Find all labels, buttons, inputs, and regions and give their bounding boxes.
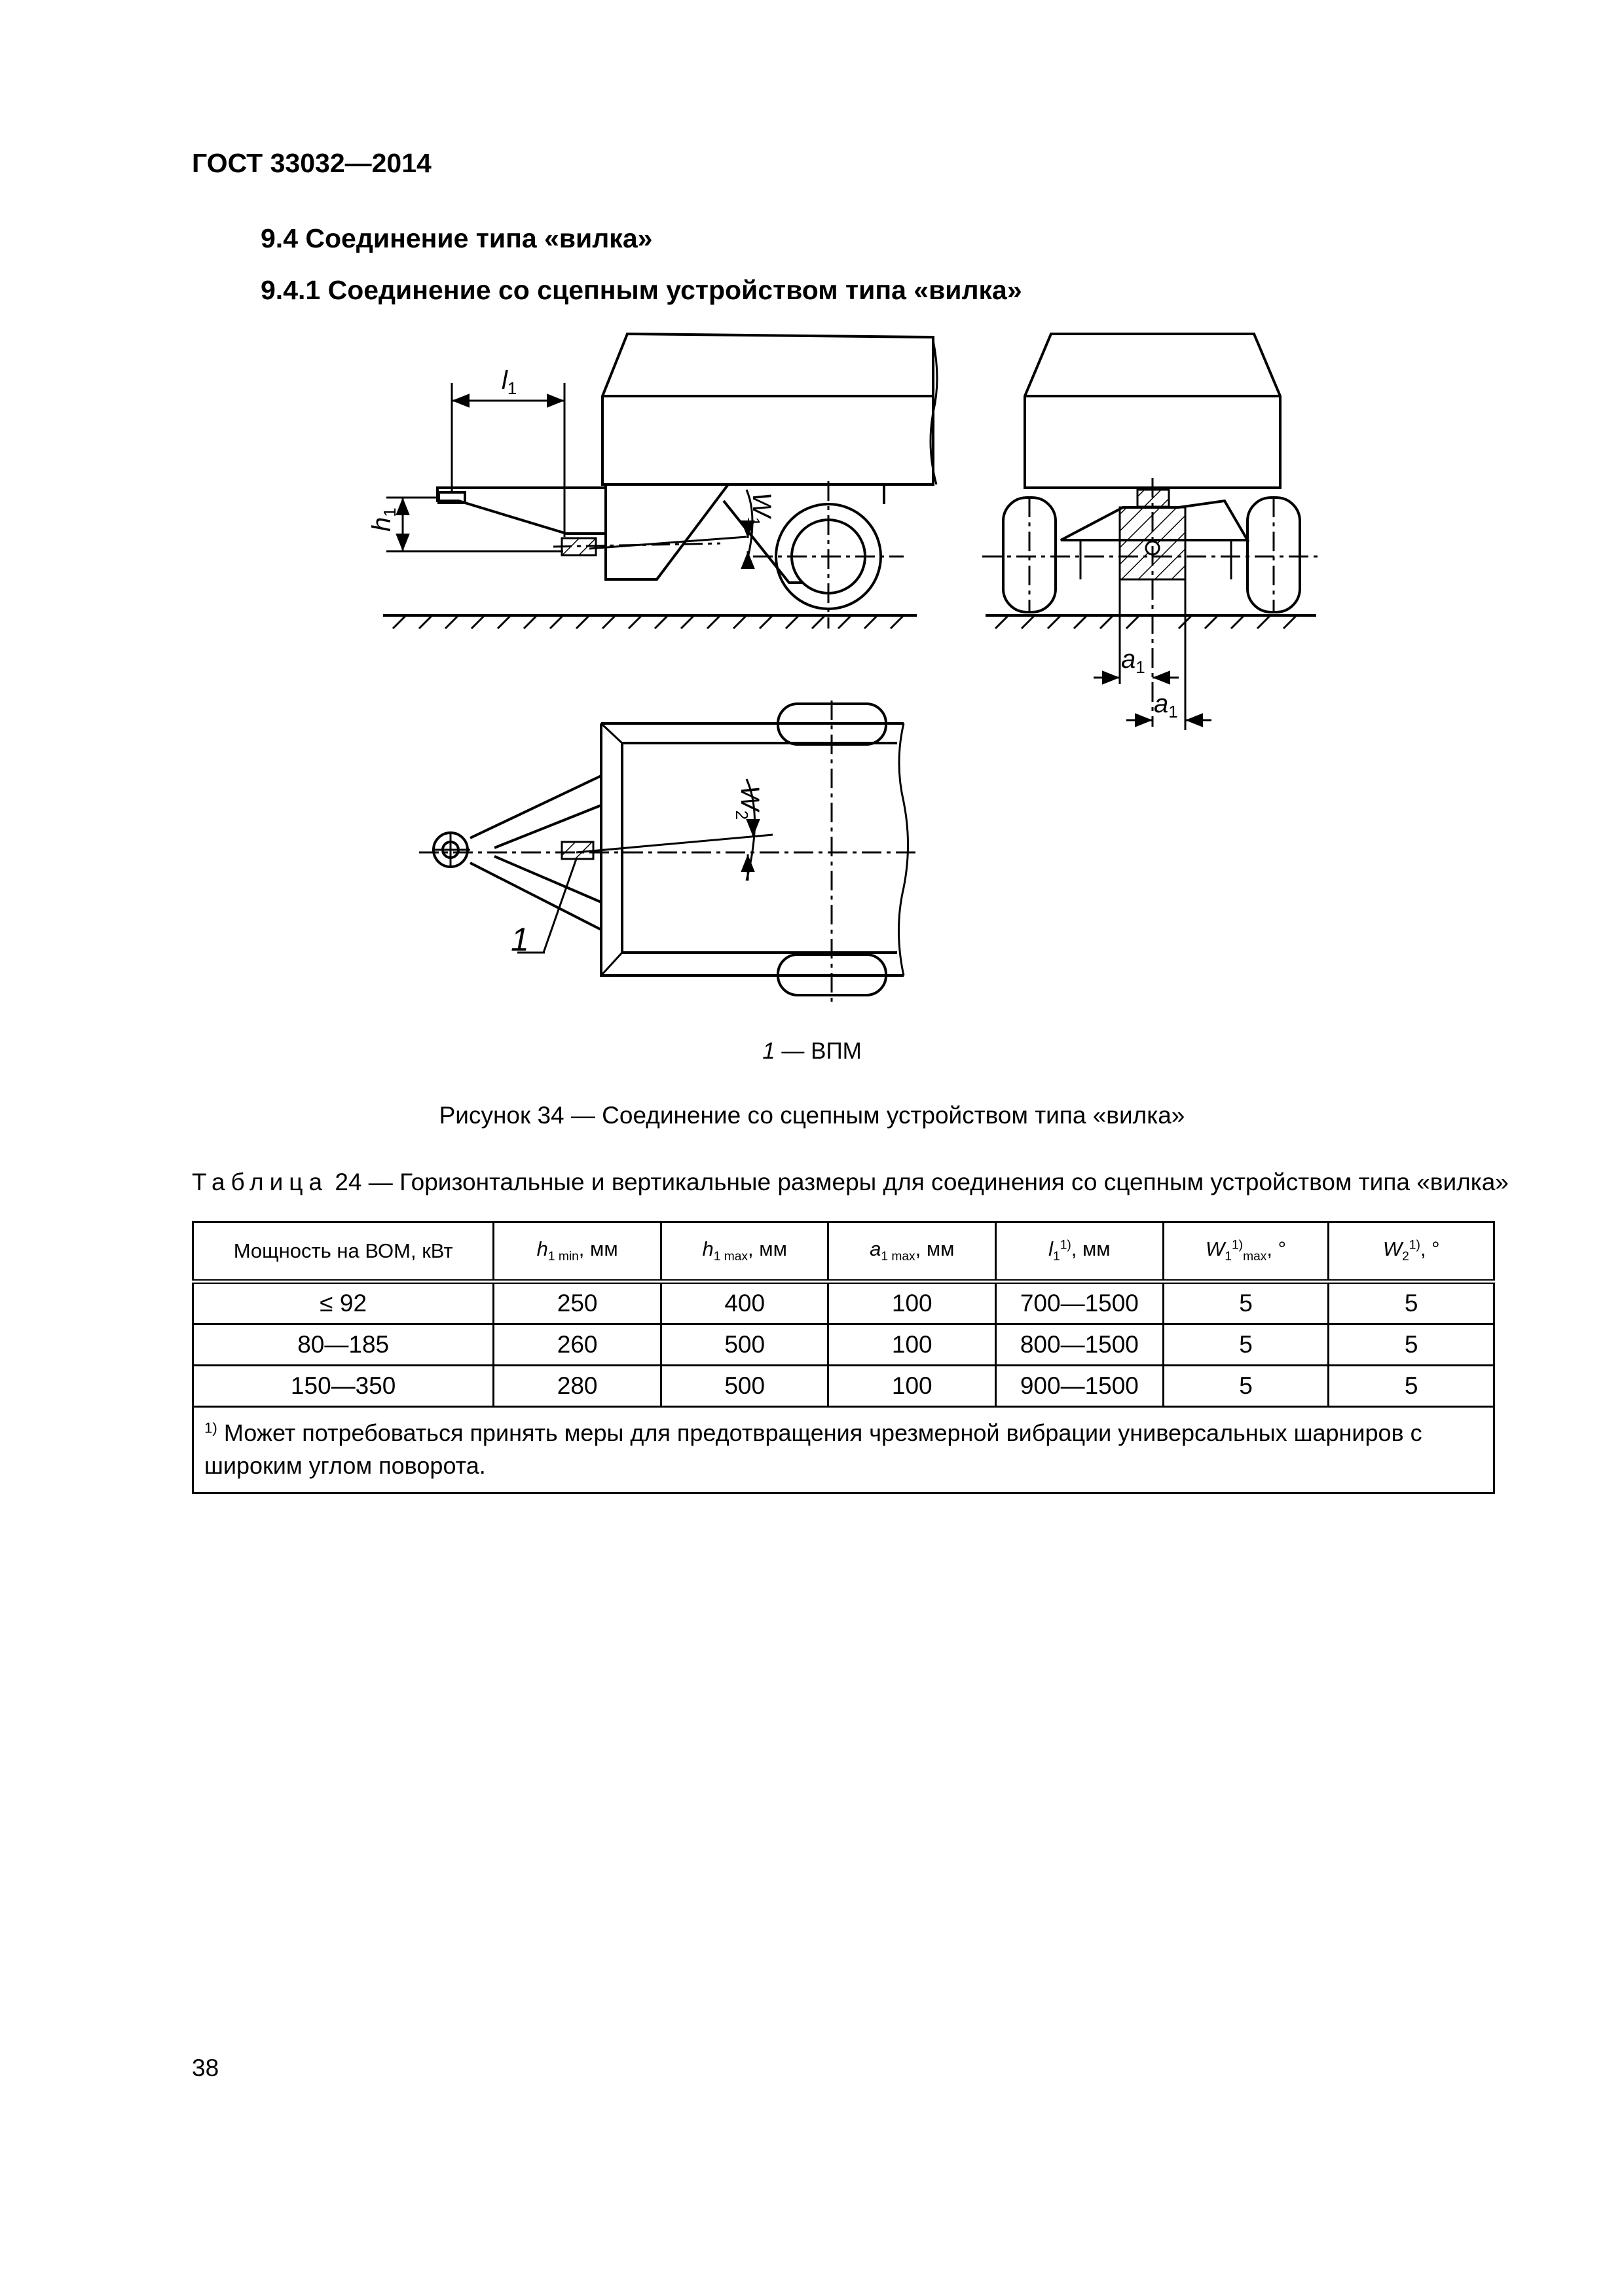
legend-text: — ВПМ [775, 1038, 862, 1064]
subsection-heading: 9.4.1 Соединение со сцепным устройством типа «вилка» [261, 275, 1022, 305]
table-row [193, 1366, 1494, 1407]
cell-h1-max: 400 [661, 1282, 828, 1324]
cell-w1-max: 5 [1163, 1324, 1329, 1366]
cell-h1-min: 260 [494, 1324, 661, 1366]
legend-number: 1 [762, 1038, 775, 1064]
technical-drawing [0, 314, 1624, 1034]
figure-caption: Рисунок 34 — Соединение со сцепным устройством типа «вилка» [439, 1102, 1185, 1129]
dimensions-table [192, 1221, 1495, 1494]
table-title-text: 24 — Горизонтальные и вертикальные размеры для соединения со сцепным устройством типа «вилка» [328, 1169, 1509, 1195]
dim-h1-label: $h_1$ [367, 507, 399, 532]
callout-1: 1 [511, 921, 529, 958]
header-w1-max: $W_1^{1)}_{max}$, ° [1163, 1222, 1329, 1282]
table-title [192, 1169, 1509, 1196]
table-footnote-row [193, 1407, 1494, 1493]
dim-a1-label-left: $a_1$ [1121, 645, 1145, 677]
figure-legend [0, 1038, 1624, 1065]
table-title-word: Таблица [192, 1169, 329, 1195]
section-heading: 9.4 Соединение типа «вилка» [261, 223, 653, 253]
cell-power: 150—350 [193, 1366, 494, 1407]
cell-l1: 900—1500 [996, 1366, 1164, 1407]
footnote-text: Может потребоваться принять меры для предотвращения чрезмерной вибрации универсальных шарниров с широким углом поворота. [204, 1419, 1422, 1480]
cell-w2: 5 [1329, 1366, 1494, 1407]
cell-a1-max: 100 [828, 1324, 996, 1366]
cell-h1-max: 500 [661, 1324, 828, 1366]
cell-l1: 800—1500 [996, 1324, 1164, 1366]
cell-w2: 5 [1329, 1324, 1494, 1366]
footnote-mark: 1) [204, 1419, 217, 1436]
cell-h1-min: 250 [494, 1282, 661, 1324]
header-w2: $W_2^{1)}$, ° [1329, 1222, 1494, 1282]
header-a1-max: $a_{1 max}$, мм [828, 1222, 996, 1282]
table-row [193, 1282, 1494, 1324]
header-power: Мощность на ВОМ, кВт [193, 1222, 494, 1282]
top-view [419, 701, 917, 1002]
side-view [367, 334, 937, 629]
dim-l1-label: $l_1$ [502, 366, 517, 398]
rear-view [982, 334, 1323, 730]
cell-w1-max: 5 [1163, 1282, 1329, 1324]
table-header-row [193, 1222, 1494, 1282]
cell-w2: 5 [1329, 1282, 1494, 1324]
cell-h1-max: 500 [661, 1366, 828, 1407]
header-h1-min: $h_{1 min}$, мм [494, 1222, 661, 1282]
cell-l1: 700—1500 [996, 1282, 1164, 1324]
header-l1: $l_1^{1)}$, мм [996, 1222, 1164, 1282]
cell-h1-min: 280 [494, 1366, 661, 1407]
table-row [193, 1324, 1494, 1366]
header-h1-max: $h_{1 max}$, мм [661, 1222, 828, 1282]
angle-w2-label: $W_2$ [732, 786, 764, 820]
page-number: 38 [192, 2054, 219, 2081]
cell-a1-max: 100 [828, 1366, 996, 1407]
table-footnote [193, 1407, 1494, 1493]
cell-power: 80—185 [193, 1324, 494, 1366]
dim-a1-label-right: $a_1$ [1154, 689, 1178, 721]
cell-power: ≤ 92 [193, 1282, 494, 1324]
document-code: ГОСТ 33032—2014 [192, 148, 432, 178]
cell-a1-max: 100 [828, 1282, 996, 1324]
cell-w1-max: 5 [1163, 1366, 1329, 1407]
angle-w1-label: $W_1$ [744, 492, 776, 527]
